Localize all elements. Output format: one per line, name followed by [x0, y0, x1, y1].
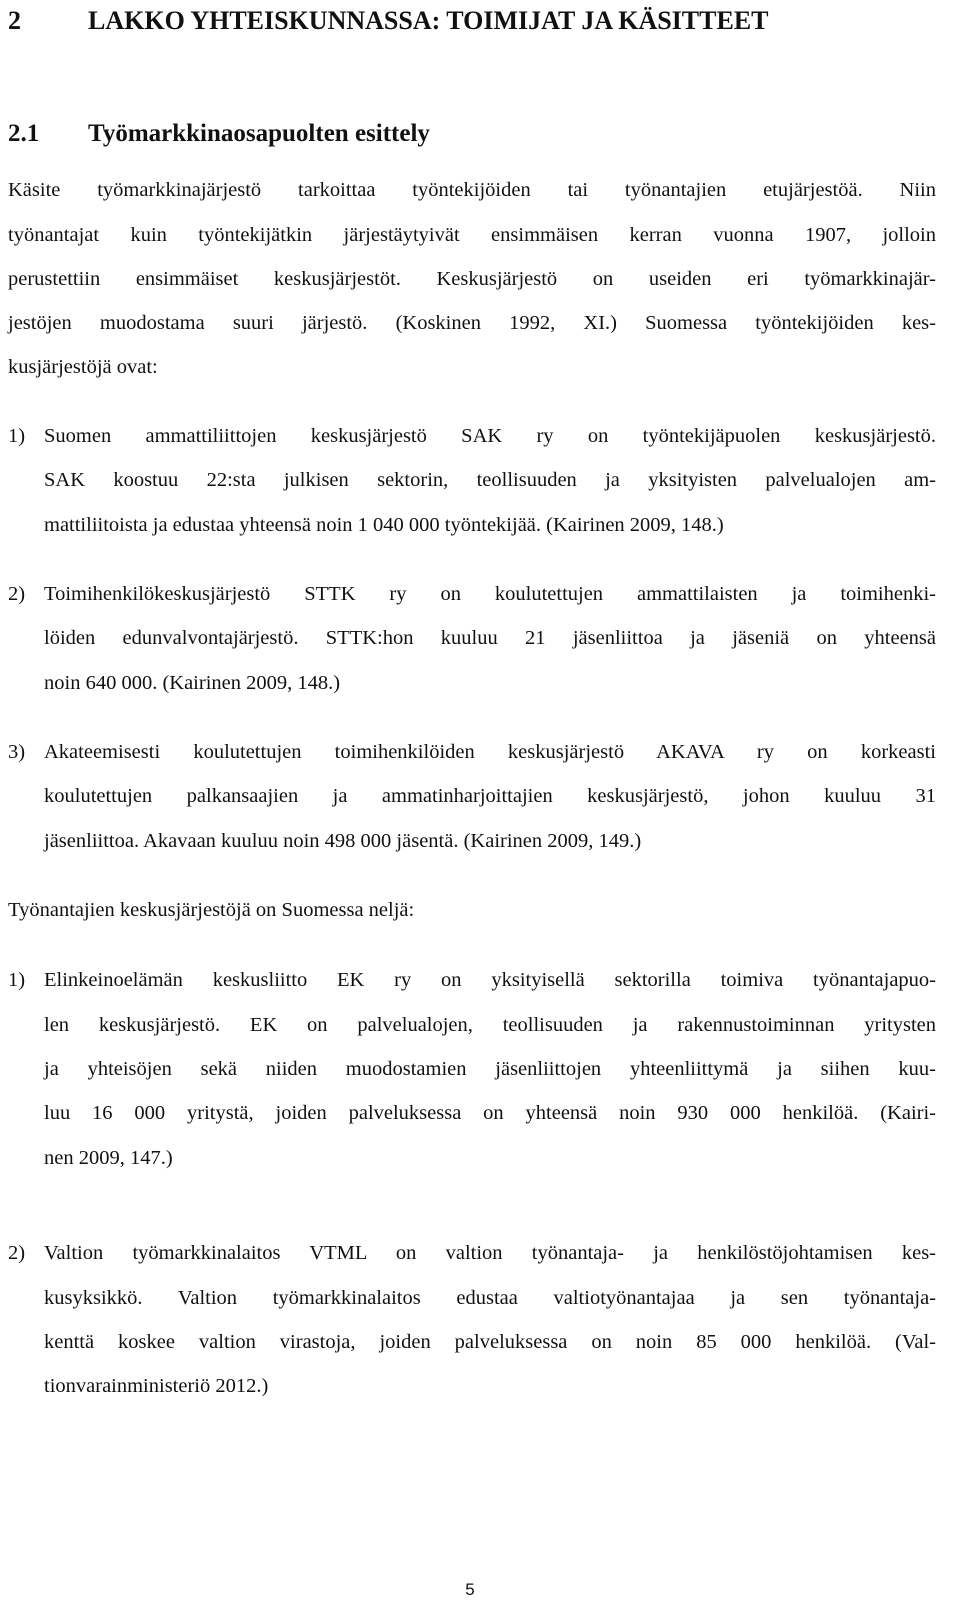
list-item-line: Suomen ammattiliittojen keskusjärjestö SAK ry on työntekijäpuolen keskusjärjestö. — [44, 425, 936, 447]
employer-intro: Työnantajien keskusjärjestöjä on Suomessa neljä: — [8, 899, 415, 921]
list-item-line: len keskusjärjestö. EK on palvelualojen, teollisuuden ja rakennustoiminnan yritysten — [44, 1014, 936, 1036]
section-number: 2.1 — [8, 120, 40, 147]
intro-line: perustettiin ensimmäiset keskusjärjestöt. Keskusjärjestö on useiden eri työmarkkinajär- — [8, 268, 936, 290]
section-heading — [8, 120, 430, 148]
list-item-line: kusyksikkö. Valtion työmarkkinalaitos edustaa valtiotyönantajaa ja sen työnantaja- — [44, 1287, 936, 1309]
list-item-line: mattiliitoista ja edustaa yhteensä noin 1 040 000 työntekijää. (Kairinen 2009, 148.) — [44, 514, 724, 536]
list-item-line: Valtion työmarkkinalaitos VTML on valtion työnantaja- ja henkilöstöjohtamisen kes- — [44, 1242, 936, 1264]
list-item-number: 1) — [8, 969, 26, 991]
list-item-line: noin 640 000. (Kairinen 2009, 148.) — [44, 672, 341, 694]
intro-line: Käsite työmarkkinajärjestö tarkoittaa työntekijöiden tai työnantajien etujärjestöä. Niin — [8, 179, 936, 201]
chapter-heading — [8, 6, 769, 36]
list-item-line: Elinkeinoelämän keskusliitto EK ry on yksityisellä sektorilla toimiva työnantajapuo- — [44, 969, 936, 991]
list-item-line: nen 2009, 147.) — [44, 1147, 173, 1169]
list-item-line: kenttä koskee valtion virastoja, joiden palveluksessa on noin 85 000 henkilöä. (Val- — [44, 1331, 936, 1353]
intro-line: työnantajat kuin työntekijätkin järjestäytyivät ensimmäisen kerran vuonna 1907, jolloin — [8, 224, 936, 246]
list-item-number: 1) — [8, 425, 26, 447]
list-item-number: 2) — [8, 1242, 26, 1264]
list-item-line: Toimihenkilökeskusjärjestö STTK ry on koulutettujen ammattilaisten ja toimihenki- — [44, 583, 936, 605]
list-item-line: löiden edunvalvontajärjestö. STTK:hon kuuluu 21 jäsenliittoa ja jäseniä on yhteensä — [44, 627, 936, 649]
list-item-line: SAK koostuu 22:sta julkisen sektorin, teollisuuden ja yksityisten palvelualojen am- — [44, 469, 936, 491]
list-item-line: ja yhteisöjen sekä niiden muodostamien jäsenliittojen yhteenliittymä ja siihen kuu- — [44, 1058, 936, 1080]
list-item-line: Akateemisesti koulutettujen toimihenkilöiden keskusjärjestö AKAVA ry on korkeasti — [44, 741, 936, 763]
list-item-line: luu 16 000 yritystä, joiden palveluksessa on yhteensä noin 930 000 henkilöä. (Kairi- — [44, 1102, 936, 1124]
list-item-line: jäsenliittoa. Akavaan kuuluu noin 498 000 jäsentä. (Kairinen 2009, 149.) — [44, 830, 642, 852]
intro-line: kusjärjestöjä ovat: — [8, 356, 158, 378]
intro-line: jestöjen muodostama suuri järjestö. (Koskinen 1992, XI.) Suomessa työntekijöiden kes- — [8, 312, 936, 334]
section-title: Työmarkkinaosapuolten esittely — [88, 120, 430, 147]
chapter-number: 2 — [8, 6, 21, 35]
chapter-title: LAKKO YHTEISKUNNASSA: TOIMIJAT JA KÄSITTEET — [88, 6, 769, 35]
list-item-line: koulutettujen palkansaajien ja ammatinharjoittajien keskusjärjestö, johon kuuluu 31 — [44, 785, 936, 807]
page-number: 5 — [465, 1580, 475, 1599]
list-item-number: 2) — [8, 583, 26, 605]
list-item-number: 3) — [8, 741, 26, 763]
list-item-line: tionvarainministeriö 2012.) — [44, 1375, 269, 1397]
